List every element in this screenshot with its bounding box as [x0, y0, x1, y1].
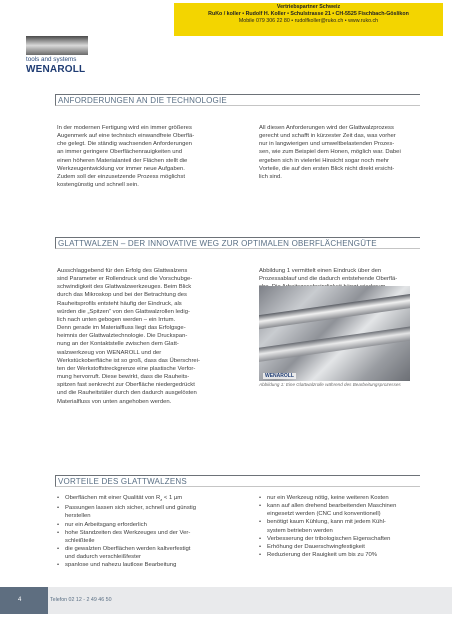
text-line: und die Rauheitstäler durch den dadurch ausgelösten	[57, 390, 197, 397]
roller-shape	[259, 290, 410, 332]
text-line: Materialfluss von unten angehoben werden.	[57, 398, 172, 405]
text-line: che gelegt. Die ständig wachsenden Anforderungen	[57, 141, 192, 148]
text-line: nung an der Kontaktstelle zwischen dem Glatt-	[57, 341, 179, 348]
photo-logo: WENAROLL	[265, 373, 294, 379]
banner-line-2: RuKo / koller • Rudolf H. Koller • Schulstrasse 21 • CH-5525 Fischbach-Göslikon	[208, 11, 409, 17]
text-line: Rauheitsprofils entsteht häufig der Eindruck, als	[57, 300, 182, 307]
bullet-item: • Erhöhung der Dauerschwingfestigkeit	[259, 543, 396, 551]
text-line: heimnis der Glattwalztechnologie. Die Druckspan-	[57, 333, 188, 340]
bullet-item: • Reduzierung der Rauigkeit um bis zu 70%	[259, 551, 396, 559]
figure-caption: Abbildung 1: Eine Glattwalzrolle während des Bearbeitungsprozesses	[259, 382, 401, 387]
section-heading-advantages	[55, 475, 420, 487]
bullet-item: • Verbesserung der tribologischen Eigenschaften	[259, 535, 396, 543]
bullet-text: Oberflächen mit einer Qualität von R	[65, 495, 161, 501]
footer-phone: Telefon 02 12 - 2 49 46 50	[50, 597, 112, 603]
dealer-banner	[174, 3, 443, 36]
bullet-item: • die gewalzten Oberflächen werden kaltverfestigt	[57, 545, 196, 553]
page-number: 4	[0, 587, 48, 614]
text-line: walzwerkzeug von WENAROLL und der	[57, 349, 162, 356]
text-line: Abbildung 1 vermittelt einen Eindruck über den	[259, 268, 382, 274]
logo-name: WENAROLL	[26, 64, 86, 75]
bullet-item	[57, 494, 196, 504]
text-line: durch das Mikroskop und bei der Betrachtung des	[57, 292, 187, 299]
text-line: nur in langwierigen und umweltbelastenden Prozes-	[259, 141, 395, 148]
text-line: mung hervorruft. Diese bewirkt, dass die Rauheits-	[57, 374, 190, 381]
bullet-item: • nur ein Werkzeug nötig, keine weiteren Kosten	[259, 494, 396, 502]
text-line: lich sind.	[259, 173, 282, 180]
section-title: ANFORDERUNGEN AN DIE TECHNOLOGIE	[58, 96, 227, 105]
advantages-right-list	[259, 494, 396, 559]
text-line: Werkzeugentwicklung vor immer neue Aufgaben.	[57, 165, 185, 172]
requirements-right-column	[259, 124, 401, 181]
text-line: Denn gerade im Materialfluss liegt das Erfolgsge-	[57, 325, 186, 332]
bullet-item: • hohe Standzeiten des Werkzeuges und der Ver-	[57, 529, 196, 537]
text-line: sen, wie zum Beispiel dem Honen, möglich war. Dabei	[259, 149, 401, 156]
advantages-left-list	[57, 494, 196, 570]
text-line: In der modernen Fertigung wird ein immer größeres	[57, 125, 192, 131]
text-line: lich nach unten gebogen werden – ein Irrtum.	[57, 316, 176, 323]
bullet-continuation: system betrieben werden	[267, 527, 333, 534]
section-heading-requirements	[55, 94, 420, 106]
bullet-continuation: eingesetzt werden (CNC und konventionell)	[267, 511, 381, 518]
section-title: GLATTWALZEN – DER INNOVATIVE WEG ZUR OPTIMALEN OBERFLÄCHENGÜTE	[58, 239, 377, 248]
text-line: ten der Werkstoffstreckgrenze eine plastische Verfor-	[57, 365, 196, 372]
text-line: Prozessablauf und die dadurch entstehende Oberflä-	[259, 276, 398, 283]
burnishing-left-column	[57, 267, 200, 406]
text-line: Werkstückoberfläche ist so groß, dass das Überschrei-	[57, 357, 200, 364]
section-title: VORTEILE DES GLATTWALZENS	[58, 477, 187, 486]
burnishing-roller-photo	[259, 286, 410, 381]
roller-shape	[259, 324, 410, 366]
banner-line-1: Vertriebspartner Schweiz	[276, 4, 341, 10]
text-line: Vorteile, die auf den ersten Blick nicht direkt ersicht-	[259, 165, 395, 172]
wenaroll-logo	[26, 36, 88, 77]
text-line: kostengünstig und schnell sein.	[57, 182, 139, 189]
bullet-text: < 1 µm	[162, 495, 183, 501]
logo-metal-graphic	[26, 36, 88, 55]
text-line: würden die „Spitzen“ von den Glattwalzrollen ledig-	[57, 308, 190, 315]
text-line: ergeben sich in vielerlei Hinsicht sogar noch mehr	[259, 157, 389, 164]
bullet-item: • kann auf allen drehend bearbeitenden Maschinen	[259, 502, 396, 510]
logo-tagline: tools and systems	[26, 56, 77, 63]
section-heading-roller-burnishing	[55, 237, 420, 249]
bullet-continuation: und dadurch verschleißfester	[65, 554, 141, 561]
text-line: gerecht und schafft in kürzester Zeit das, was vorher	[259, 133, 396, 140]
text-line: sind Parameter er Rollendruck und die Vorschubge-	[57, 276, 193, 283]
bullet-item: • Passungen lassen sich sicher, schnell und günstig	[57, 504, 196, 512]
requirements-left-column	[57, 124, 194, 189]
text-line: Augenmerk auf eine technisch einwandfreie Oberflä-	[57, 133, 195, 140]
text-line: schwindigkeit des Glattwalzwerkzeuges. Beim Blick	[57, 284, 192, 291]
text-line: an immer geringere Oberflächenrauigkeiten und	[57, 149, 183, 156]
text-line: einen höheren Materialanteil der Flächen stellt die	[57, 157, 188, 164]
page-footer	[0, 587, 452, 614]
text-line: Zudem soll der einzusetzende Prozess möglichst	[57, 173, 186, 180]
bullet-item: • nur ein Arbeitsgang erforderlich	[57, 521, 196, 529]
subscript: z	[160, 497, 163, 503]
bullet-continuation: herstellen	[65, 513, 91, 520]
bullet-continuation: schleißteile	[65, 537, 95, 544]
text-line: spitzen fast senkrecht zur Oberfläche niedergedrückt	[57, 382, 195, 389]
text-line: All diesen Anforderungen wird der Glattwalzprozess	[259, 125, 394, 131]
bullet-item: • spanlose und nahezu lautlose Bearbeitung	[57, 561, 196, 569]
text-line: Ausschlaggebend für den Erfolg des Glattwalzens	[57, 268, 188, 274]
bullet-item: • benötigt kaum Kühlung, kann mit jedem Kühl-	[259, 518, 396, 526]
banner-line-3: Mobile 079 306 22 80 • rudolfkoller@ruko.ch • www.ruko.ch	[238, 18, 379, 24]
